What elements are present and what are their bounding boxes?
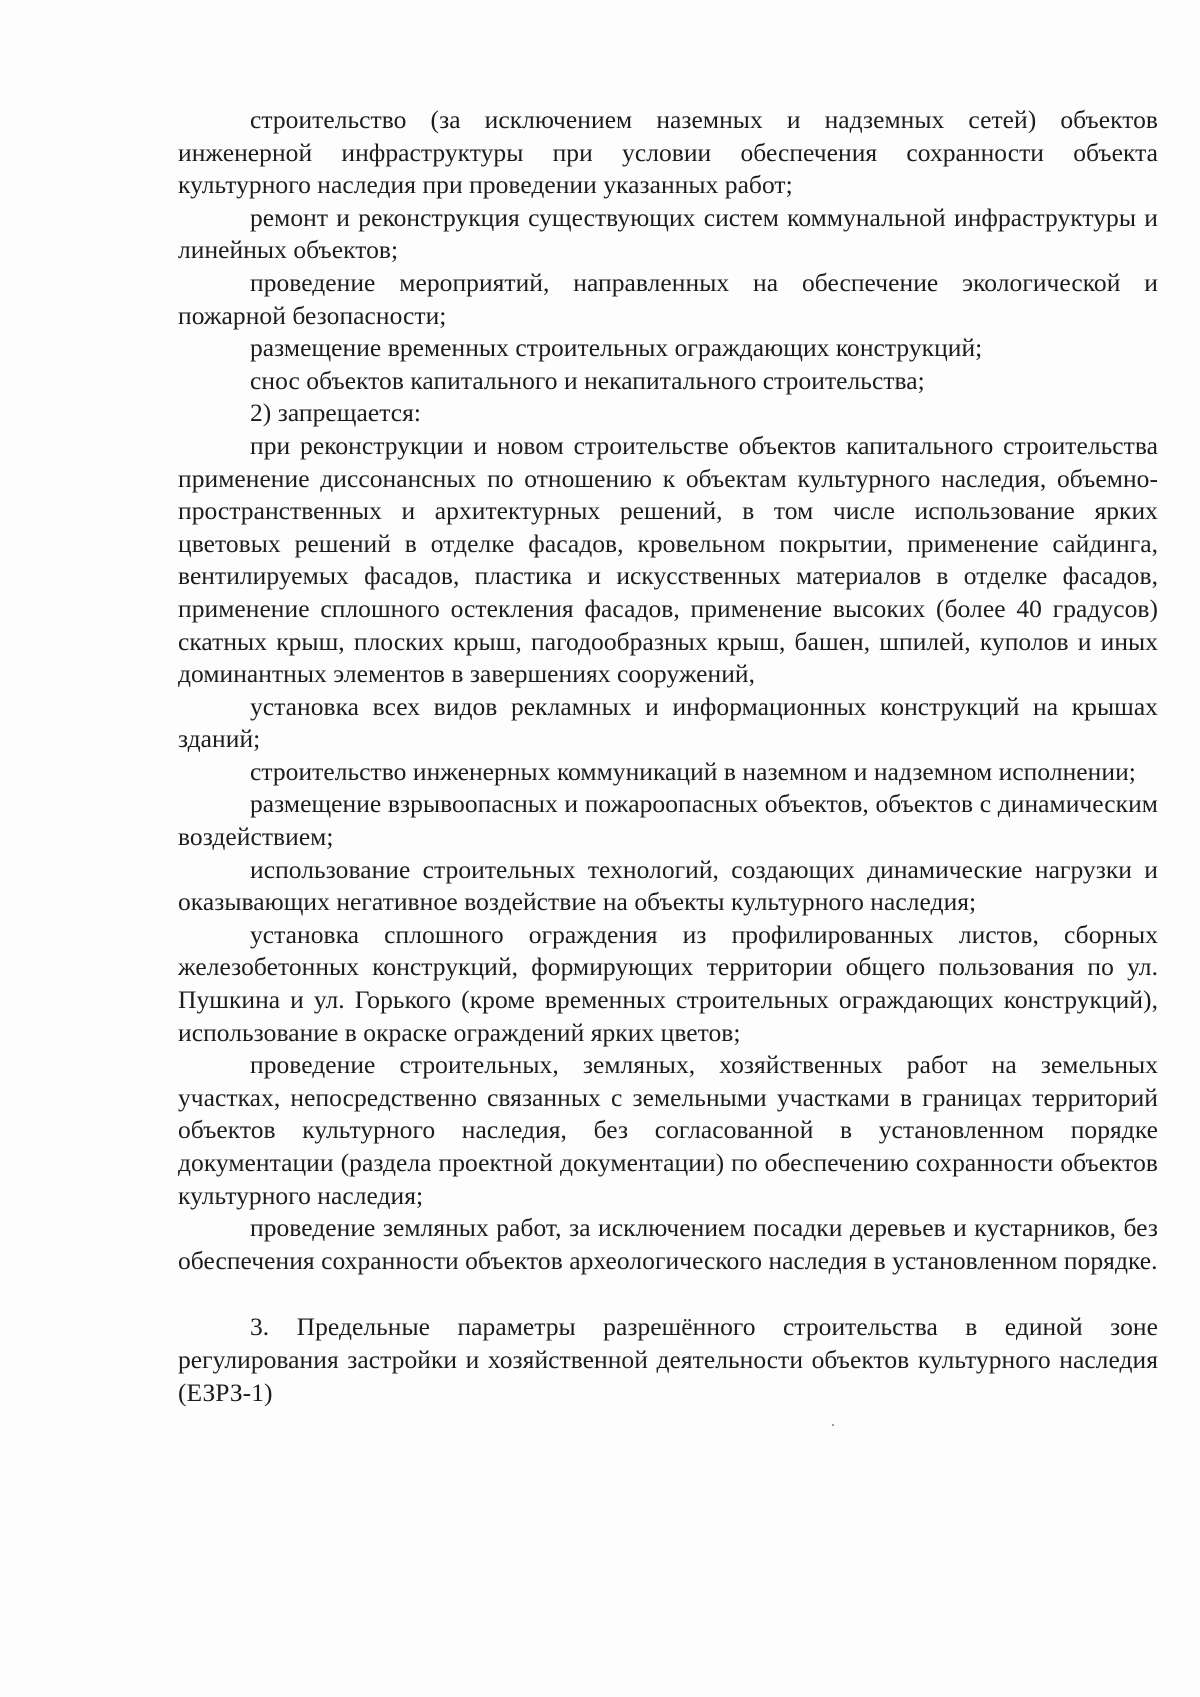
paragraph-safety-measures: проведение мероприятий, направленных на обеспечение экологической и пожарной безопасности; (178, 267, 1158, 330)
paragraph-demolition: снос объектов капитального и некапитального строительства; (250, 365, 925, 395)
paragraph-earthworks: проведение земляных работ, за исключением посадки деревьев и кустарников, без обеспечения сохранности объектов археологического наследия в установленном порядке. (178, 1213, 1158, 1275)
paragraph-dynamic-loads: использование строительных технологий, создающих динамические нагрузки и оказывающих негативное воздействие на объекты культурного наследия; (178, 854, 1158, 917)
paragraph-repair-utility-systems: ремонт и реконструкция существующих систем коммунальной инфраструктуры и линейных объектов; (178, 202, 1158, 265)
paragraph-overground-utilities: строительство инженерных коммуникаций в наземном и надземном исполнении; (250, 756, 1136, 786)
paragraph-hazardous-objects: размещение взрывоопасных и пожароопасных объектов, объектов с динамическим воздействием; (178, 789, 1158, 852)
document-body (178, 104, 1158, 1409)
paragraph-prohibited-heading: 2) запрещается: (250, 398, 421, 428)
paragraph-construction-works: проведение строительных, земляных, хозяйственных работ на земельных участках, непосредственно связанных с земельными участками в границах территорий объектов культурного наследия, без согласованной в установленном порядке документации (раздела проектной документации) по обеспечению сохранности объектов культурного наследия; (178, 1050, 1158, 1210)
scan-speck (832, 1424, 834, 1426)
paragraph-solid-fencing: установка сплошного ограждения из профилированных листов, сборных железобетонных конструкций, формирующих территории общего пользования по ул. Пушкина и ул. Горького (кроме временных строительных ограждающих конструкций), использование в окраске ограждений ярких цветов; (178, 919, 1158, 1047)
section-heading: 3. Предельные параметры разрешённого строительства в единой зоне регулирования застройки и хозяйственной деятельности объектов культурного наследия (ЕЗРЗ-1) (178, 1312, 1158, 1407)
paragraph-engineering-infrastructure: строительство (за исключением наземных и надземных сетей) объектов инженерной инфраструктуры при условии обеспечения сохранности объекта культурного наследия при проведении указанных работ; (178, 105, 1158, 200)
paragraph-roof-advertising: установка всех видов рекламных и информационных конструкций на крышах зданий; (178, 691, 1158, 754)
paragraph-temporary-fences: размещение временных строительных ограждающих конструкций; (250, 333, 983, 363)
paragraph-dissonant-solutions: при реконструкции и новом строительстве объектов капитального строительства применение диссонансных по отношению к объектам культурного наследия, объемно-пространственных и архитектурных решений, в том числе использование ярких цветовых решений в отделке фасадов, кровельном покрытии, применение сайдинга, вентилируемых фасадов, пластика и искусственных материалов в отделке фасадов, применение сплошного остекления фасадов, применение высоких (более 40 градусов) скатных крыш, плоских крыш, пагодообразных крыш, башен, шпилей, куполов и иных доминантных элементов в завершениях сооружений, (178, 430, 1158, 689)
